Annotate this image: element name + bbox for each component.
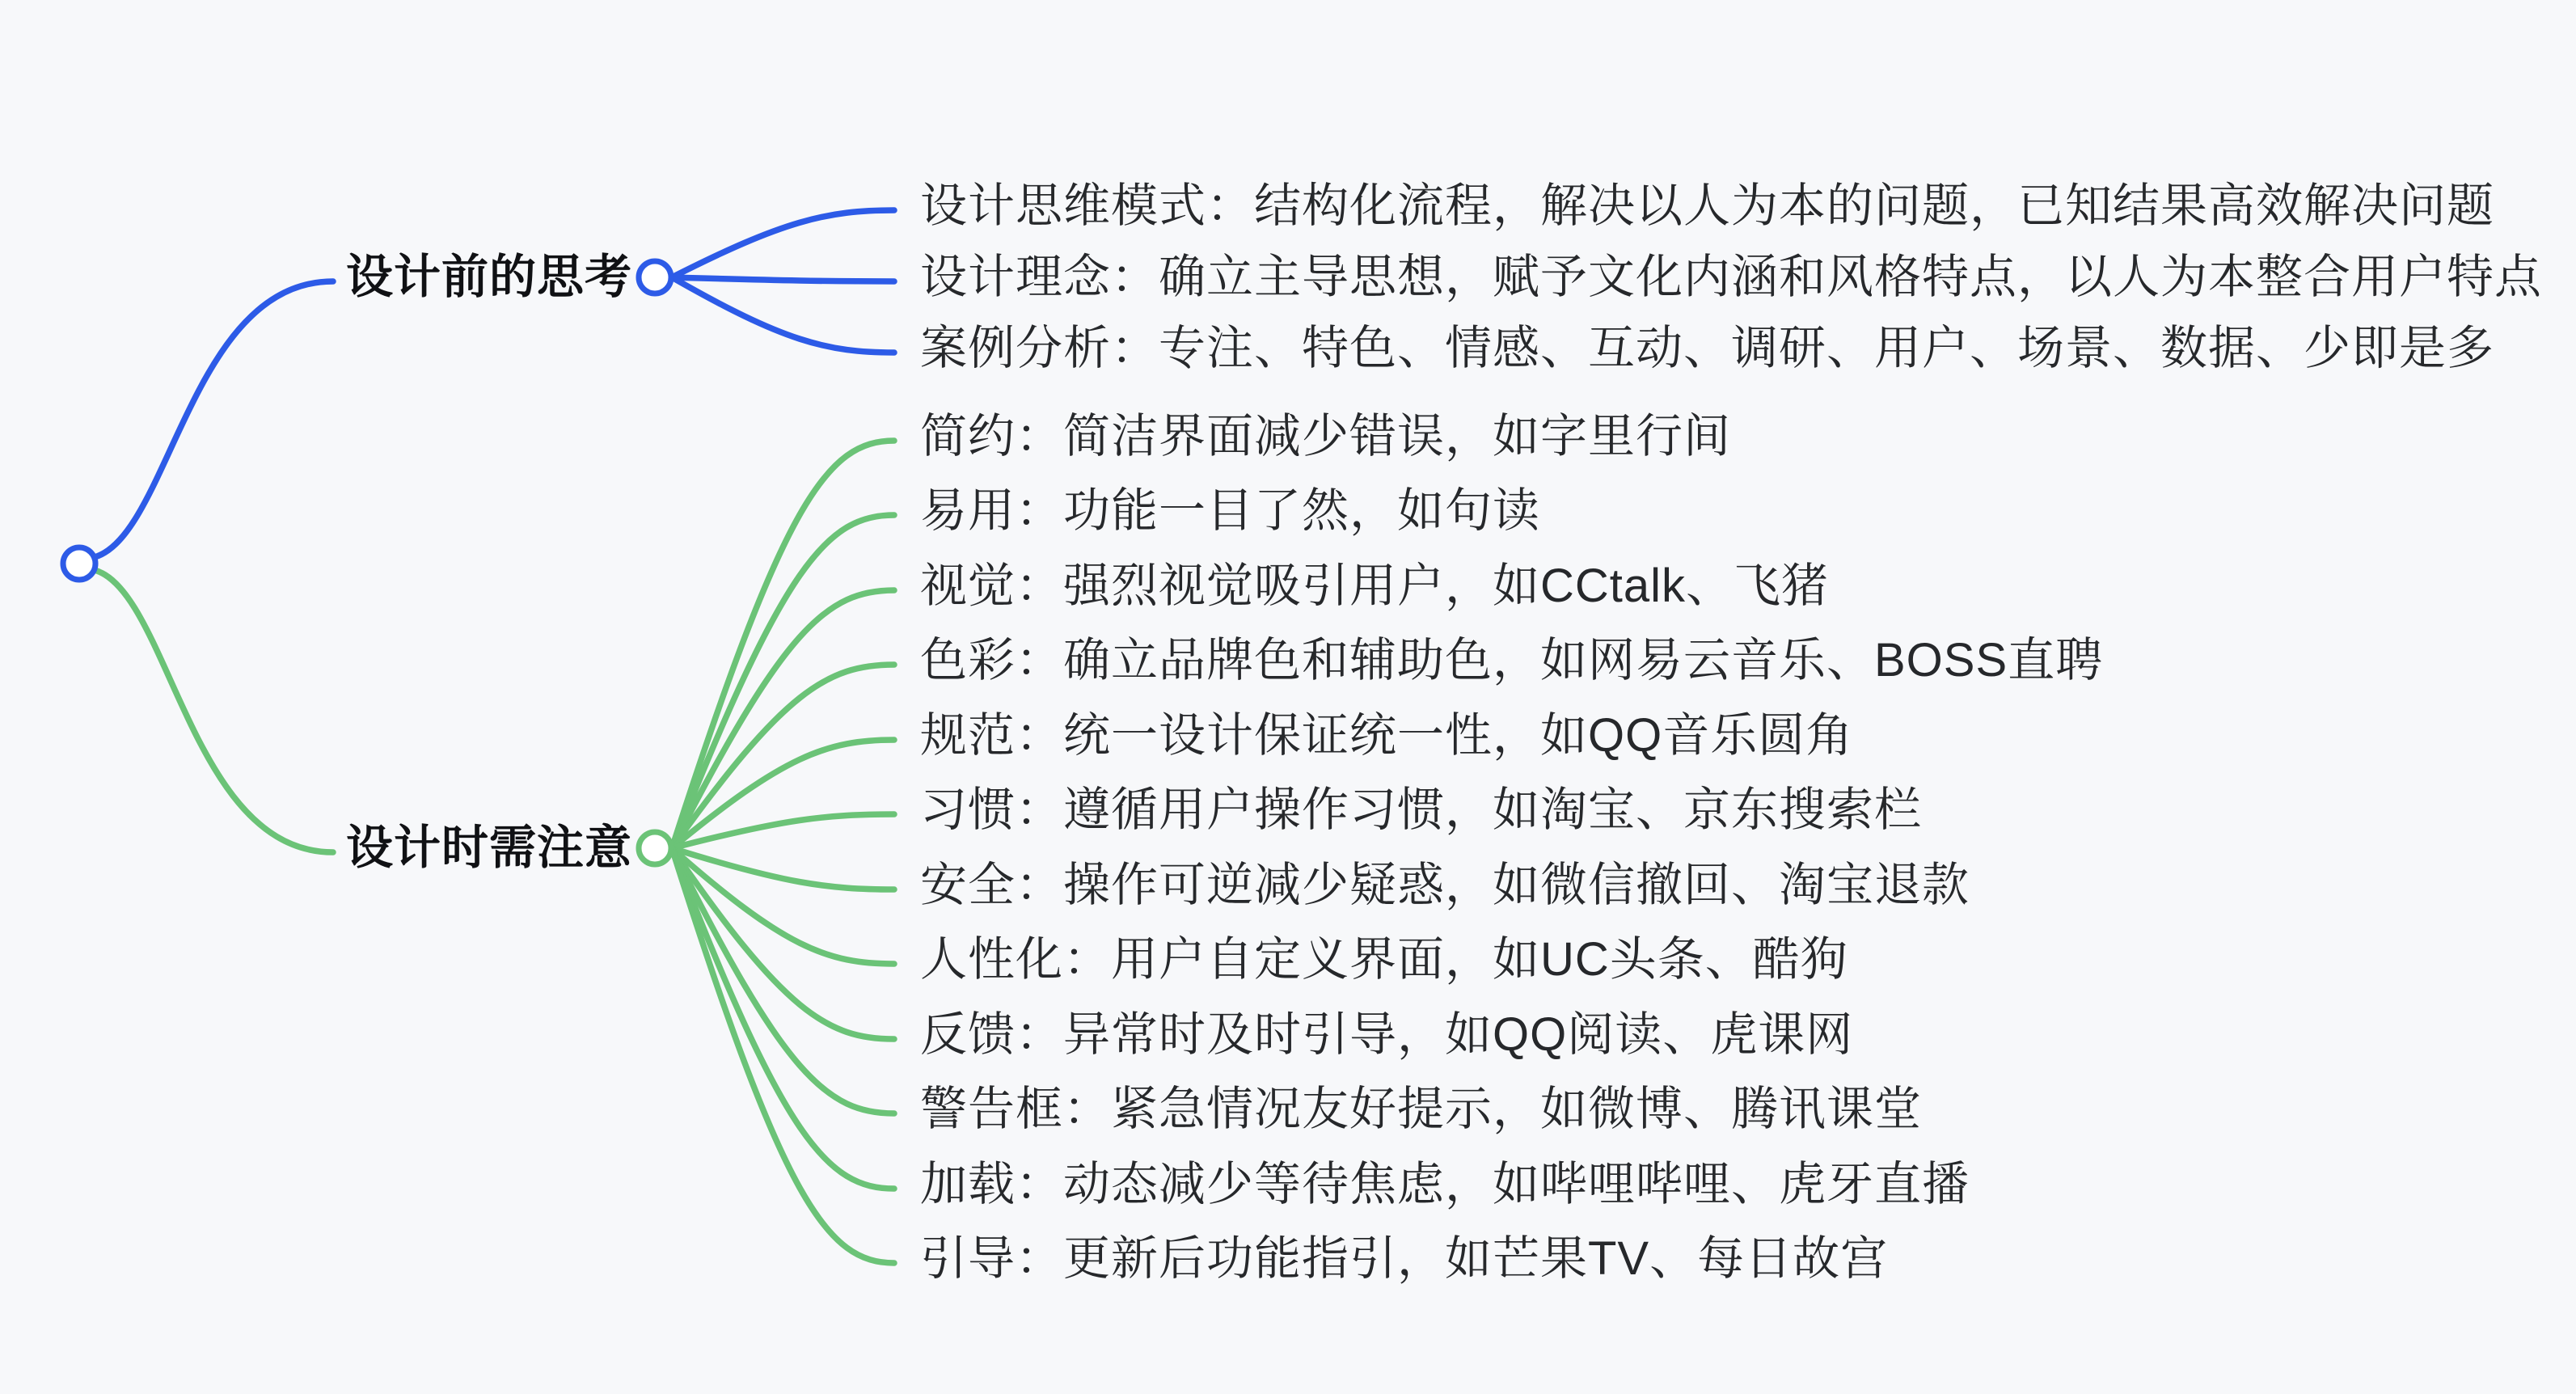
topic-branch2-child-4[interactable]: 色彩：确立品牌色和辅助色，如网易云音乐、BOSS直聘 [920,634,2104,686]
topic-branch2-child-10[interactable]: 警告框：紧急情况友好提示，如微博、腾讯课堂 [920,1083,1923,1135]
edge-branch1-child3 [672,277,894,353]
topic-branch2-child-8[interactable]: 人性化：用户自定义界面，如UC头条、酷狗 [920,933,1848,986]
edge-branch1-child1 [672,210,894,277]
topic-branch2-child-12[interactable]: 引导：更新后功能指引，如芒果TV、每日故宫 [920,1232,1889,1285]
topic-branch2-child-7[interactable]: 安全：操作可逆减少疑惑，如微信撤回、淘宝退款 [920,859,1970,911]
branch-topic-2[interactable]: 设计时需注意 [346,822,633,874]
branch2-node-handle[interactable] [639,832,671,864]
topic-branch2-child-5[interactable]: 规范：统一设计保证统一性，如QQ音乐圆角 [920,709,1854,762]
topic-branch2-child-3[interactable]: 视觉：强烈视觉吸引用户，如CCtalk、飞猪 [920,560,1830,612]
topic-branch1-child-3[interactable]: 案例分析：专注、特色、情感、互动、调研、用户、场景、数据、少即是多 [920,322,2495,374]
edge-root-branch1 [95,281,333,557]
topic-branch2-child-2[interactable]: 易用：功能一目了然，如句读 [920,484,1541,537]
topic-branch2-child-6[interactable]: 习惯：遵循用户操作习惯，如淘宝、京东搜索栏 [920,784,1923,836]
branch-topic-1[interactable]: 设计前的思考 [346,251,633,303]
root-node-handle[interactable] [63,547,95,580]
topic-branch2-child-1[interactable]: 简约：简洁界面减少错误，如字里行间 [920,410,1732,463]
edge-branch1-child2 [672,277,894,281]
edge-branch2-child7 [672,848,894,889]
branch1-node-handle[interactable] [639,261,671,294]
edge-root-branch2 [95,570,333,852]
topic-branch1-child-1[interactable]: 设计思维模式：结构化流程，解决以人为本的问题，已知结果高效解决问题 [920,180,2495,232]
topic-branch2-child-11[interactable]: 加载：动态减少等待焦虑，如哔哩哔哩、虎牙直播 [920,1158,1970,1210]
topic-branch2-child-9[interactable]: 反馈：异常时及时引导，如QQ阅读、虎课网 [920,1008,1854,1061]
edge-branch2-child3 [672,590,894,848]
topic-branch1-child-2[interactable]: 设计理念：确立主导思想，赋予文化内涵和风格特点，以人为本整合用户特点 [920,251,2543,303]
